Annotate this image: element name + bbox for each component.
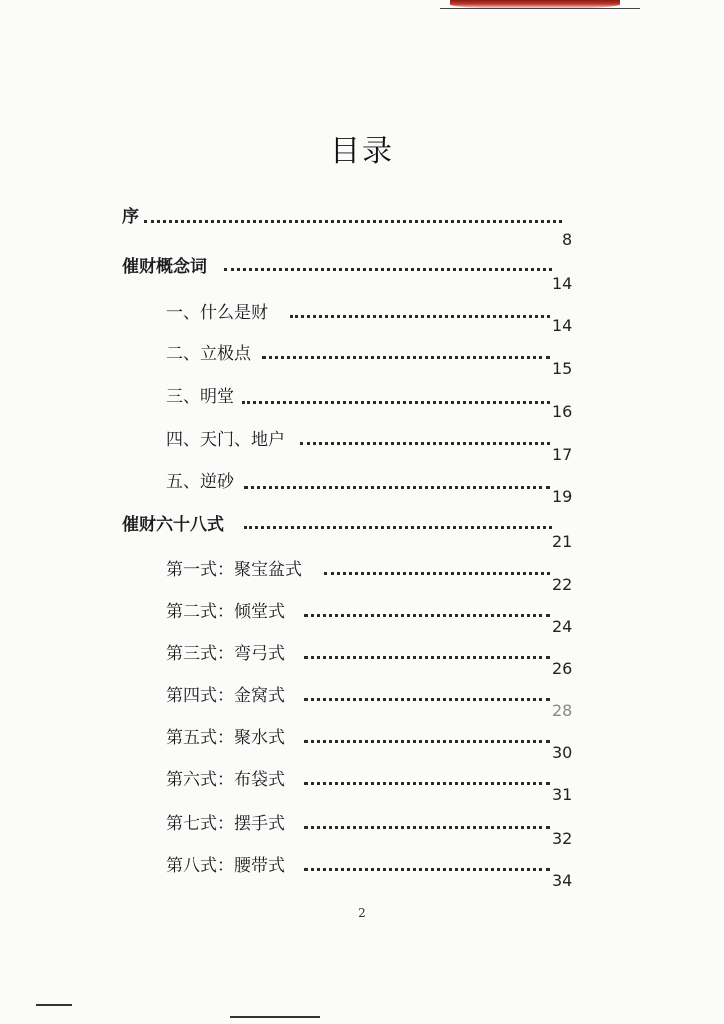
toc-entry-label: 催财六十八式 <box>122 515 224 535</box>
toc-leader-dots <box>290 315 550 318</box>
toc-entry-page: 15 <box>552 359 573 378</box>
toc-entry-label: 五、逆砂 <box>166 472 234 492</box>
toc-entry-page: 8 <box>562 230 573 249</box>
toc-leader-dots <box>304 698 550 701</box>
toc-leader-dots <box>224 268 552 271</box>
scan-artifact-bottom-mid <box>230 1016 320 1018</box>
toc-entry-label: 催财概念词 <box>122 257 207 277</box>
toc-leader-dots <box>242 401 550 404</box>
toc-leader-dots <box>304 740 550 743</box>
toc-entry-label: 第七式：摆手式 <box>166 814 285 834</box>
toc-entry-label: 第一式：聚宝盆式 <box>166 560 302 580</box>
toc-entry-label: 一、什么是财 <box>166 303 268 323</box>
toc-entry-page: 16 <box>552 402 573 421</box>
toc-entry-page: 30 <box>552 743 573 762</box>
toc-leader-dots <box>324 572 550 575</box>
toc-entry-form-8 <box>166 851 582 911</box>
toc-leader-dots <box>304 614 550 617</box>
scan-artifact-bottom-left <box>36 1004 72 1006</box>
toc-entry-label: 第四式：金窝式 <box>166 686 285 706</box>
toc-leader-dots <box>304 826 550 829</box>
toc-leader-dots <box>304 782 550 785</box>
toc-leader-dots <box>300 442 550 445</box>
toc-entry-page: 14 <box>552 316 573 335</box>
toc-leader-dots <box>262 356 550 359</box>
toc-entry-label: 第三式：弯弓式 <box>166 644 285 664</box>
toc-entry-label: 第五式：聚水式 <box>166 728 285 748</box>
toc-entry-page: 17 <box>552 445 573 464</box>
toc-entry-page: 32 <box>552 829 573 848</box>
toc-entry-page: 24 <box>552 617 573 636</box>
toc-leader-dots <box>144 220 562 223</box>
scan-artifact-line <box>440 8 640 9</box>
toc-entry-page: 31 <box>552 785 573 804</box>
toc-entry-page: 28 <box>552 701 573 720</box>
toc-entry-label: 四、天门、地户 <box>166 430 285 450</box>
toc-entry-page: 34 <box>552 871 573 890</box>
toc-entry-page: 21 <box>552 532 573 551</box>
toc-entry-label: 第二式：倾堂式 <box>166 602 285 622</box>
toc-entry-label: 三、明堂 <box>166 387 234 407</box>
toc-leader-dots <box>304 656 550 659</box>
toc-entry-label: 第八式：腰带式 <box>166 856 285 876</box>
toc-entry-label: 序 <box>122 207 139 227</box>
toc-entry-page: 19 <box>552 487 573 506</box>
toc-entry-preface <box>122 200 582 260</box>
toc-entry-page: 14 <box>552 274 573 293</box>
toc-entry-label: 二、立极点 <box>166 344 251 364</box>
toc-entry-label: 第六式：布袋式 <box>166 770 285 790</box>
page-number: 2 <box>358 906 366 920</box>
toc-leader-dots <box>244 486 550 489</box>
toc-leader-dots <box>304 868 550 871</box>
toc-entry-page: 26 <box>552 659 573 678</box>
toc-leader-dots <box>244 526 552 529</box>
page-title: 目录 <box>330 134 394 169</box>
toc-entry-page: 22 <box>552 575 573 594</box>
